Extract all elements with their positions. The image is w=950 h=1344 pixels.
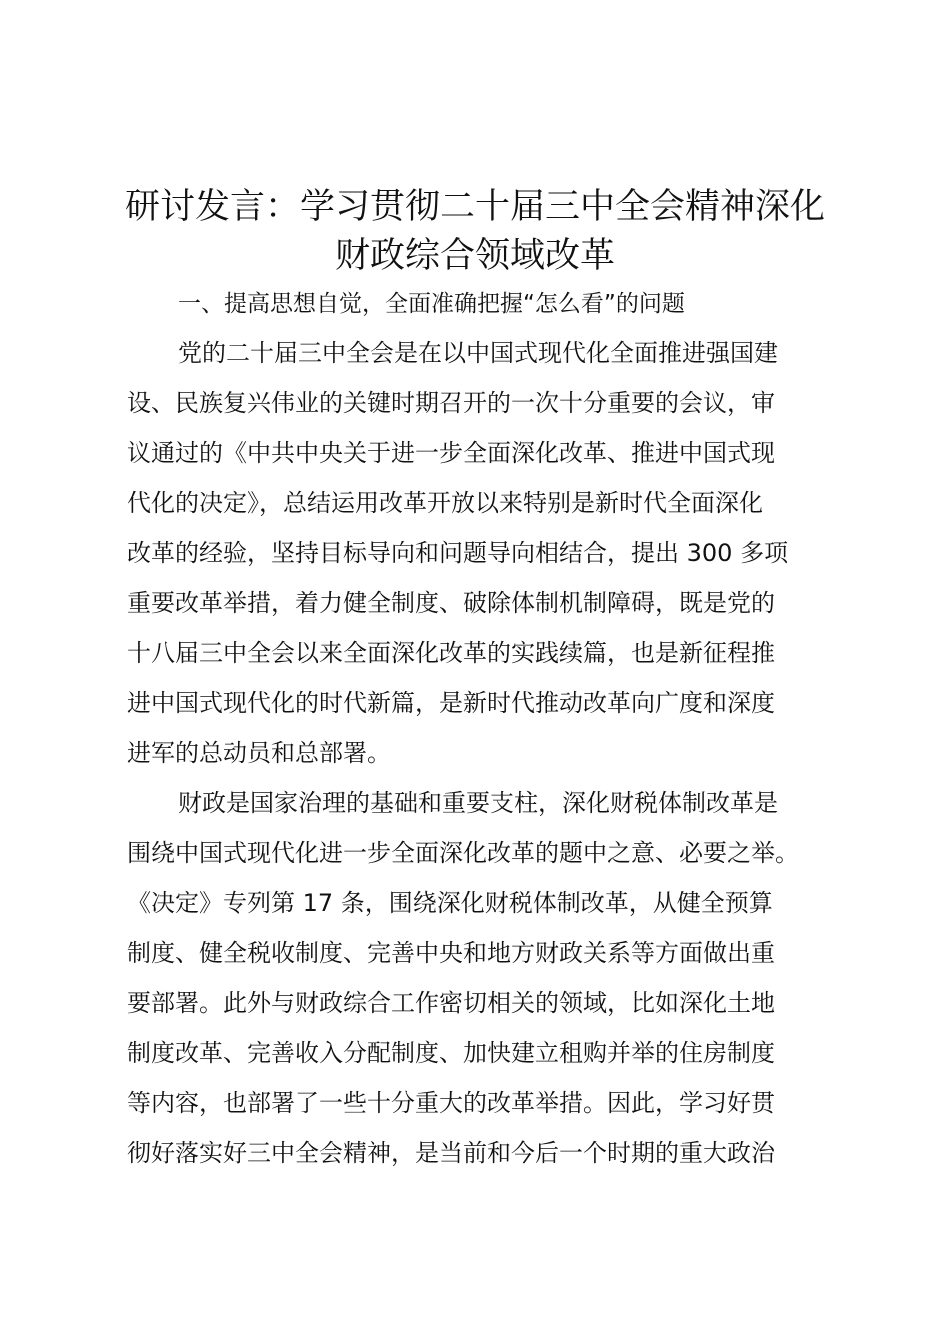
paragraph-2-line: 制度改革、完善收入分配制度、加快建立租购并举的住房制度 [127, 1039, 775, 1067]
paragraph-1-line: 进中国式现代化的时代新篇，是新时代推动改革向广度和深度 [127, 689, 775, 717]
paragraph-2-line: 制度、健全税收制度、完善中央和地方财政关系等方面做出重 [127, 939, 775, 967]
paragraph-2-line: 彻好落实好三中全会精神，是当前和今后一个时期的重大政治 [127, 1139, 775, 1167]
paragraph-1-line: 进军的总动员和总部署。 [127, 739, 391, 767]
paragraph-1-line: 十八届三中全会以来全面深化改革的实践续篇，也是新征程推 [127, 639, 775, 667]
paragraph-1-line: 设、民族复兴伟业的关键时期召开的一次十分重要的会议，审 [127, 389, 775, 417]
paragraph-1-line: 党的二十届三中全会是在以中国式现代化全面推进强国建 [178, 339, 778, 367]
paragraph-2-line: 《决定》专列第 17 条，围绕深化财税体制改革，从健全预算 [127, 889, 773, 917]
paragraph-1-line: 代化的决定》，总结运用改革开放以来特别是新时代全面深化 [127, 489, 763, 517]
document-title-line-1: 研讨发言：学习贯彻二十届三中全会精神深化 [124, 187, 825, 227]
paragraph-2-line: 要部署。此外与财政综合工作密切相关的领域，比如深化土地 [127, 989, 775, 1017]
paragraph-1-line: 重要改革举措，着力健全制度、破除体制机制障碍，既是党的 [127, 589, 775, 617]
paragraph-2-line: 等内容，也部署了一些十分重大的改革举措。因此，学习好贯 [127, 1089, 775, 1117]
paragraph-1-line: 议通过的《中共中央关于进一步全面深化改革、推进中国式现 [127, 439, 775, 467]
section-heading: 一、提高思想自觉，全面准确把握“怎么看”的问题 [178, 291, 685, 317]
paragraph-1-line: 改革的经验，坚持目标导向和问题导向相结合，提出 300 多项 [127, 539, 789, 567]
document-title-line-2: 财政综合领域改革 [334, 236, 615, 276]
paragraph-2-line: 财政是国家治理的基础和重要支柱，深化财税体制改革是 [178, 789, 778, 817]
paragraph-2-line: 围绕中国式现代化进一步全面深化改革的题中之意、必要之举。 [127, 839, 799, 867]
